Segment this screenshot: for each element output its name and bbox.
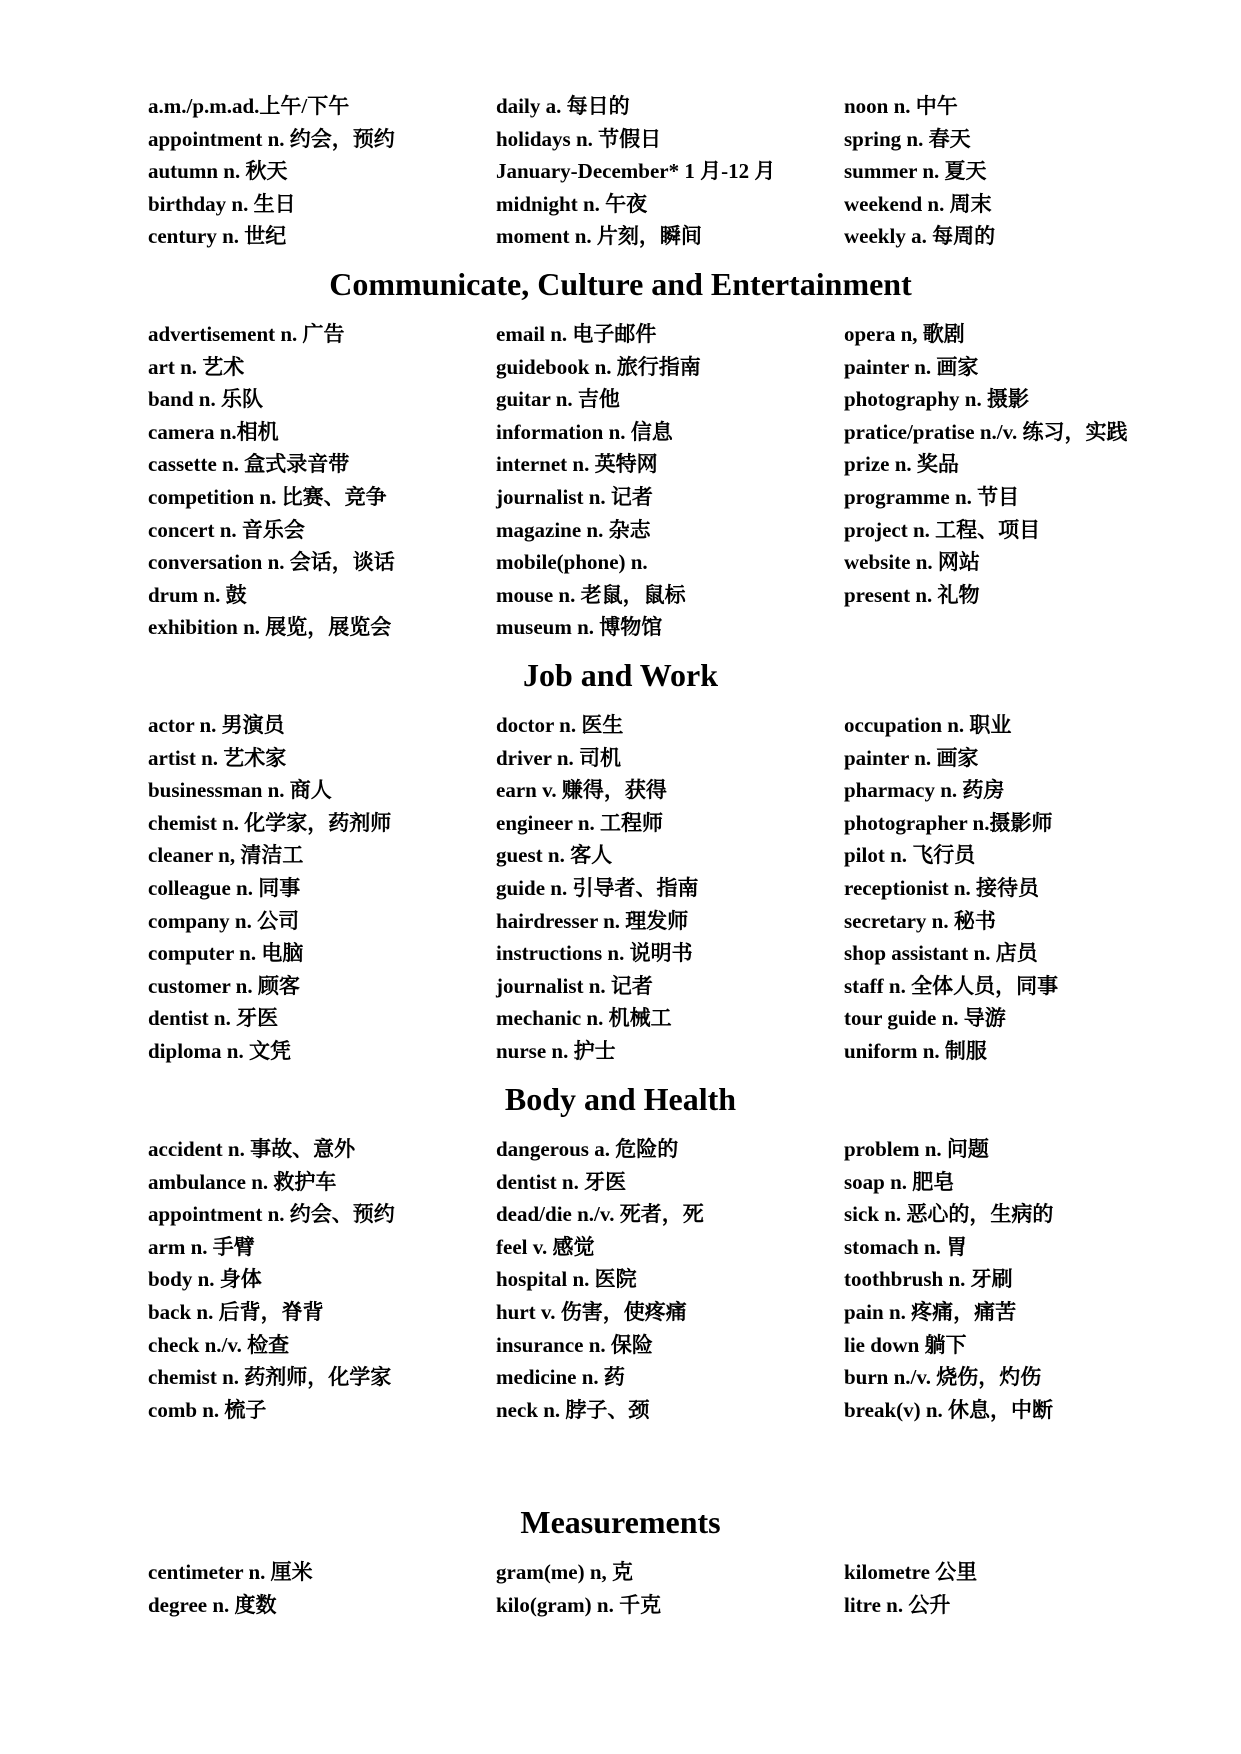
word-entry: weekly a. 每周的	[844, 224, 996, 249]
word-entry: pilot n. 飞行员	[844, 843, 976, 868]
word-entry: holidays n. 节假日	[496, 126, 662, 151]
column-1	[148, 90, 488, 253]
word-entry: internet n. 英特网	[496, 452, 658, 477]
word-entry: sick n. 恶心的，生病的	[844, 1202, 1054, 1227]
word-entry: appointment n. 约会，预约	[148, 126, 395, 151]
word-entry: hospital n. 医院	[496, 1267, 637, 1292]
word-entry: painter n. 画家	[844, 354, 979, 379]
word-entry: comb n. 梳子	[148, 1397, 267, 1422]
column-1	[148, 318, 488, 644]
word-entry: hairdresser n. 理发师	[496, 908, 689, 933]
word-entry: company n. 公司	[148, 908, 300, 933]
word-entry: chemist n. 药剂师，化学家	[148, 1365, 392, 1390]
word-entry: guest n. 客人	[496, 843, 613, 868]
word-entry: gram(me) n, 克	[496, 1560, 634, 1584]
word-entry: dead/die n./v. 死者，死	[496, 1202, 704, 1227]
word-entry: programme n. 节目	[844, 484, 1020, 509]
word-entry: businessman n. 商人	[148, 778, 332, 803]
word-entry: occupation n. 职业	[844, 713, 1012, 737]
word-entry: midnight n. 午夜	[496, 191, 648, 216]
word-entry: a.m./p.m.ad.上午/下午	[148, 94, 350, 118]
word-entry: toothbrush n. 牙刷	[844, 1267, 1013, 1292]
word-entry: tour guide n. 导游	[844, 1006, 1006, 1031]
word-entry: lie down 躺下	[844, 1332, 967, 1357]
word-entry: centimeter n. 厘米	[148, 1560, 313, 1584]
word-entry: present n. 礼物	[844, 582, 980, 607]
column-3	[844, 318, 1224, 611]
column-3	[844, 90, 1224, 253]
column-2	[496, 709, 836, 1068]
word-entry: litre n. 公升	[844, 1592, 951, 1617]
word-entry: shop assistant n. 店员	[844, 941, 1038, 966]
word-entry: summer n. 夏天	[844, 159, 987, 184]
word-entry: secretary n. 秘书	[844, 908, 996, 933]
section-heading-body: Body and Health	[504, 1081, 737, 1117]
word-entry: email n. 电子邮件	[496, 322, 657, 346]
word-entry: uniform n. 制服	[844, 1038, 987, 1063]
section-heading-measurements: Measurements	[520, 1504, 721, 1540]
word-entry: conversation n. 会话，谈话	[148, 550, 395, 575]
word-entry: accident n. 事故、意外	[148, 1137, 356, 1161]
word-entry: earn v. 赚得，获得	[496, 778, 667, 803]
column-3	[844, 709, 1224, 1068]
word-entry: staff n. 全体人员，同事	[844, 973, 1059, 998]
word-entry: body n. 身体	[148, 1267, 262, 1292]
word-entry: guidebook n. 旅行指南	[496, 354, 701, 379]
word-entry: problem n. 问题	[844, 1137, 989, 1161]
word-entry: dangerous a. 危险的	[496, 1137, 679, 1161]
word-entry: arm n. 手臂	[148, 1234, 255, 1259]
word-entry: mouse n. 老鼠，鼠标	[496, 582, 686, 607]
word-entry: band n. 乐队	[148, 387, 263, 412]
word-entry: spring n. 春天	[844, 126, 971, 151]
word-entry: January-December* 1 月-12 月	[496, 159, 776, 184]
word-entry: back n. 后背，脊背	[148, 1299, 324, 1324]
word-entry: moment n. 片刻，瞬间	[496, 224, 702, 249]
word-entry: noon n. 中午	[844, 94, 958, 118]
word-entry: dentist n. 牙医	[496, 1169, 627, 1194]
word-entry: pain n. 疼痛，痛苦	[844, 1299, 1017, 1324]
word-entry: exhibition n. 展览，展览会	[148, 615, 392, 640]
word-entry: nurse n. 护士	[496, 1038, 616, 1063]
word-entry: art n. 艺术	[148, 354, 245, 379]
word-entry: concert n. 音乐会	[148, 517, 305, 542]
word-entry: information n. 信息	[496, 419, 673, 444]
word-entry: diploma n. 文凭	[148, 1038, 291, 1063]
word-entry: mobile(phone) n.	[496, 550, 648, 575]
column-3	[844, 1556, 1224, 1621]
word-entry: medicine n. 药	[496, 1365, 625, 1390]
word-entry: birthday n. 生日	[148, 191, 296, 216]
word-entry: doctor n. 医生	[496, 713, 624, 737]
word-entry: artist n. 艺术家	[148, 745, 287, 770]
section-heading-communicate: Communicate, Culture and Entertainment	[329, 266, 912, 302]
word-entry: pharmacy n. 药房	[844, 778, 1005, 803]
word-entry: cleaner n, 清洁工	[148, 843, 304, 868]
word-entry: photography n. 摄影	[844, 387, 1029, 412]
word-entry: feel v. 感觉	[496, 1234, 595, 1259]
word-entry: appointment n. 约会、预约	[148, 1202, 395, 1227]
word-entry: guide n. 引导者、指南	[496, 875, 699, 900]
word-entry: website n. 网站	[844, 550, 980, 575]
word-entry: drum n. 鼓	[148, 582, 247, 607]
column-2	[496, 318, 836, 644]
word-entry: journalist n. 记者	[496, 484, 653, 509]
word-entry: project n. 工程、项目	[844, 517, 1041, 542]
word-entry: daily a. 每日的	[496, 94, 630, 118]
word-entry: hurt v. 伤害，使疼痛	[496, 1299, 687, 1324]
word-entry: stomach n. 胃	[844, 1234, 968, 1259]
word-entry: soap n. 肥皂	[844, 1169, 955, 1194]
word-entry: cassette n. 盒式录音带	[148, 452, 350, 477]
word-entry: magazine n. 杂志	[496, 517, 651, 542]
column-1	[148, 1133, 488, 1426]
word-entry: photographer n.摄影师	[844, 810, 1053, 835]
word-entry: computer n. 电脑	[148, 941, 304, 966]
word-entry: burn n./v. 烧伤，灼伤	[844, 1365, 1042, 1390]
column-3	[844, 1133, 1224, 1426]
word-entry: camera n.相机	[148, 419, 279, 444]
word-entry: guitar n. 吉他	[496, 387, 620, 412]
word-entry: dentist n. 牙医	[148, 1006, 279, 1031]
word-entry: engineer n. 工程师	[496, 810, 664, 835]
word-entry: museum n. 博物馆	[496, 615, 663, 640]
word-entry: customer n. 顾客	[148, 973, 300, 998]
word-entry: colleague n. 同事	[148, 875, 301, 900]
word-entry: driver n. 司机	[496, 745, 622, 770]
word-entry: actor n. 男演员	[148, 713, 285, 737]
word-entry: receptionist n. 接待员	[844, 875, 1040, 900]
word-entry: weekend n. 周末	[844, 191, 992, 216]
word-entry: instructions n. 说明书	[496, 941, 693, 966]
word-entry: ambulance n. 救护车	[148, 1169, 337, 1194]
word-entry: break(v) n. 休息，中断	[844, 1397, 1054, 1422]
word-entry: century n. 世纪	[148, 224, 287, 249]
word-entry: opera n, 歌剧	[844, 322, 965, 346]
word-entry: mechanic n. 机械工	[496, 1006, 672, 1031]
word-entry: pratice/pratise n./v. 练习，实践	[844, 419, 1128, 444]
column-1	[148, 709, 488, 1068]
column-1	[148, 1556, 488, 1621]
word-entry: degree n. 度数	[148, 1592, 277, 1617]
word-entry: chemist n. 化学家，药剂师	[148, 810, 392, 835]
word-entry: prize n. 奖品	[844, 452, 959, 477]
column-2	[496, 1133, 836, 1426]
word-entry: journalist n. 记者	[496, 973, 653, 998]
word-entry: neck n. 脖子、颈	[496, 1397, 650, 1422]
column-2	[496, 1556, 836, 1621]
word-entry: painter n. 画家	[844, 745, 979, 770]
word-entry: insurance n. 保险	[496, 1332, 653, 1357]
word-entry: advertisement n. 广告	[148, 322, 345, 346]
word-entry: kilo(gram) n. 千克	[496, 1592, 662, 1617]
word-entry: competition n. 比赛、竞争	[148, 484, 387, 509]
word-entry: check n./v. 检查	[148, 1332, 290, 1357]
section-heading-job: Job and Work	[522, 657, 719, 693]
word-entry: autumn n. 秋天	[148, 159, 288, 184]
column-2	[496, 90, 836, 253]
word-entry: kilometre 公里	[844, 1560, 978, 1584]
